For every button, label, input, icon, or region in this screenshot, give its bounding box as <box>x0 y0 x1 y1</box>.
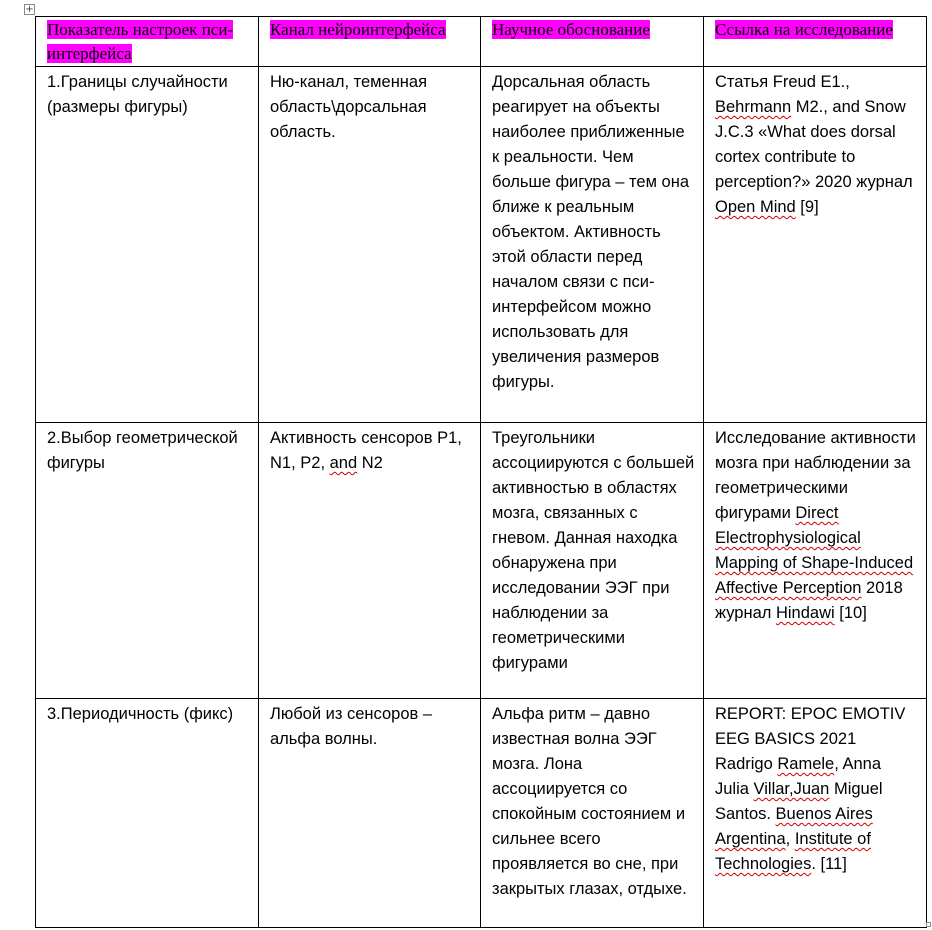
channel-text: Активность сенсоров P1, N1, P2, and N2 <box>270 429 462 472</box>
indicator-text: 2.Выбор геометрической фигуры <box>47 429 238 472</box>
cell-channel[interactable] <box>259 67 481 423</box>
header-reference-text: Ссылка на исследование <box>715 20 893 39</box>
table-resize-handle[interactable] <box>926 922 931 927</box>
cell-channel[interactable] <box>259 699 481 928</box>
header-indicator-text: Показатель настроек пси-интерфейса <box>47 20 234 63</box>
header-cell-channel[interactable] <box>259 17 481 67</box>
table-move-handle[interactable]: + <box>25 4 34 15</box>
rationale-text: Треугольники ассоциируются с большей активностью в областях мозга, связанных с гневом. Данная находка обнаружена при исследовании ЭЭГ при наблюдении за геометрическими фигурами <box>492 429 695 672</box>
indicator-text: 3.Периодичность (фикс) <box>47 705 234 723</box>
reference-text: Исследование активности мозга при наблюдении за геометрическими фигурами Direct Electrophysiological Mapping of Shape-Induced Affective Perception 2018 журнал Hindawi [10] <box>715 429 916 622</box>
cell-rationale[interactable] <box>481 699 704 928</box>
channel-text: Ню-канал, теменная область\дорсальная область. <box>270 73 428 141</box>
channel-text: Любой из сенсоров – альфа волны. <box>270 705 433 748</box>
rationale-text: Дорсальная область реагирует на объекты наиболее приближенные к реальности. Чем больше фигура – тем она ближе к реальным объектом. Активность этой области перед началом связи с пси-интерфейсом можно использовать для увеличения размеров фигуры. <box>492 73 690 391</box>
reference-text: Статья Freud E1., Behrmann M2., and Snow J.C.3 «What does dorsal cortex contribute to perception?» 2020 журнал Open Mind [9] <box>715 73 913 216</box>
cell-reference[interactable] <box>704 699 927 928</box>
table-row <box>36 423 927 699</box>
cell-indicator[interactable] <box>36 699 259 928</box>
header-channel-text: Канал нейроинтерфейса <box>270 20 446 39</box>
cell-channel[interactable] <box>259 423 481 699</box>
cell-rationale[interactable] <box>481 67 704 423</box>
header-cell-rationale[interactable] <box>481 17 704 67</box>
table-row <box>36 67 927 423</box>
cell-reference[interactable] <box>704 67 927 423</box>
header-rationale-text: Научное обоснование <box>492 20 650 39</box>
table-header-row <box>36 17 927 67</box>
cell-rationale[interactable] <box>481 423 704 699</box>
indicator-text: 1.Границы случайности (размеры фигуры) <box>47 73 228 116</box>
table-row <box>36 699 927 928</box>
reference-text: REPORT: EPOC EMOTIV EEG BASICS 2021 Radrigo Ramele, Anna Julia Villar,Juan Miguel Santos. Buenos Aires Argentina, Institute of Technologies. [11] <box>715 705 906 873</box>
cell-indicator[interactable] <box>36 423 259 699</box>
cell-reference[interactable] <box>704 423 927 699</box>
header-cell-indicator[interactable] <box>36 17 259 67</box>
rationale-text: Альфа ритм – давно известная волна ЭЭГ мозга. Лона ассоциируется со спокойным состоянием и сильнее всего проявляется во сне, при закрытых глазах, отдыхе. <box>492 705 687 898</box>
research-table <box>35 16 927 928</box>
cell-indicator[interactable] <box>36 67 259 423</box>
header-cell-reference[interactable] <box>704 17 927 67</box>
